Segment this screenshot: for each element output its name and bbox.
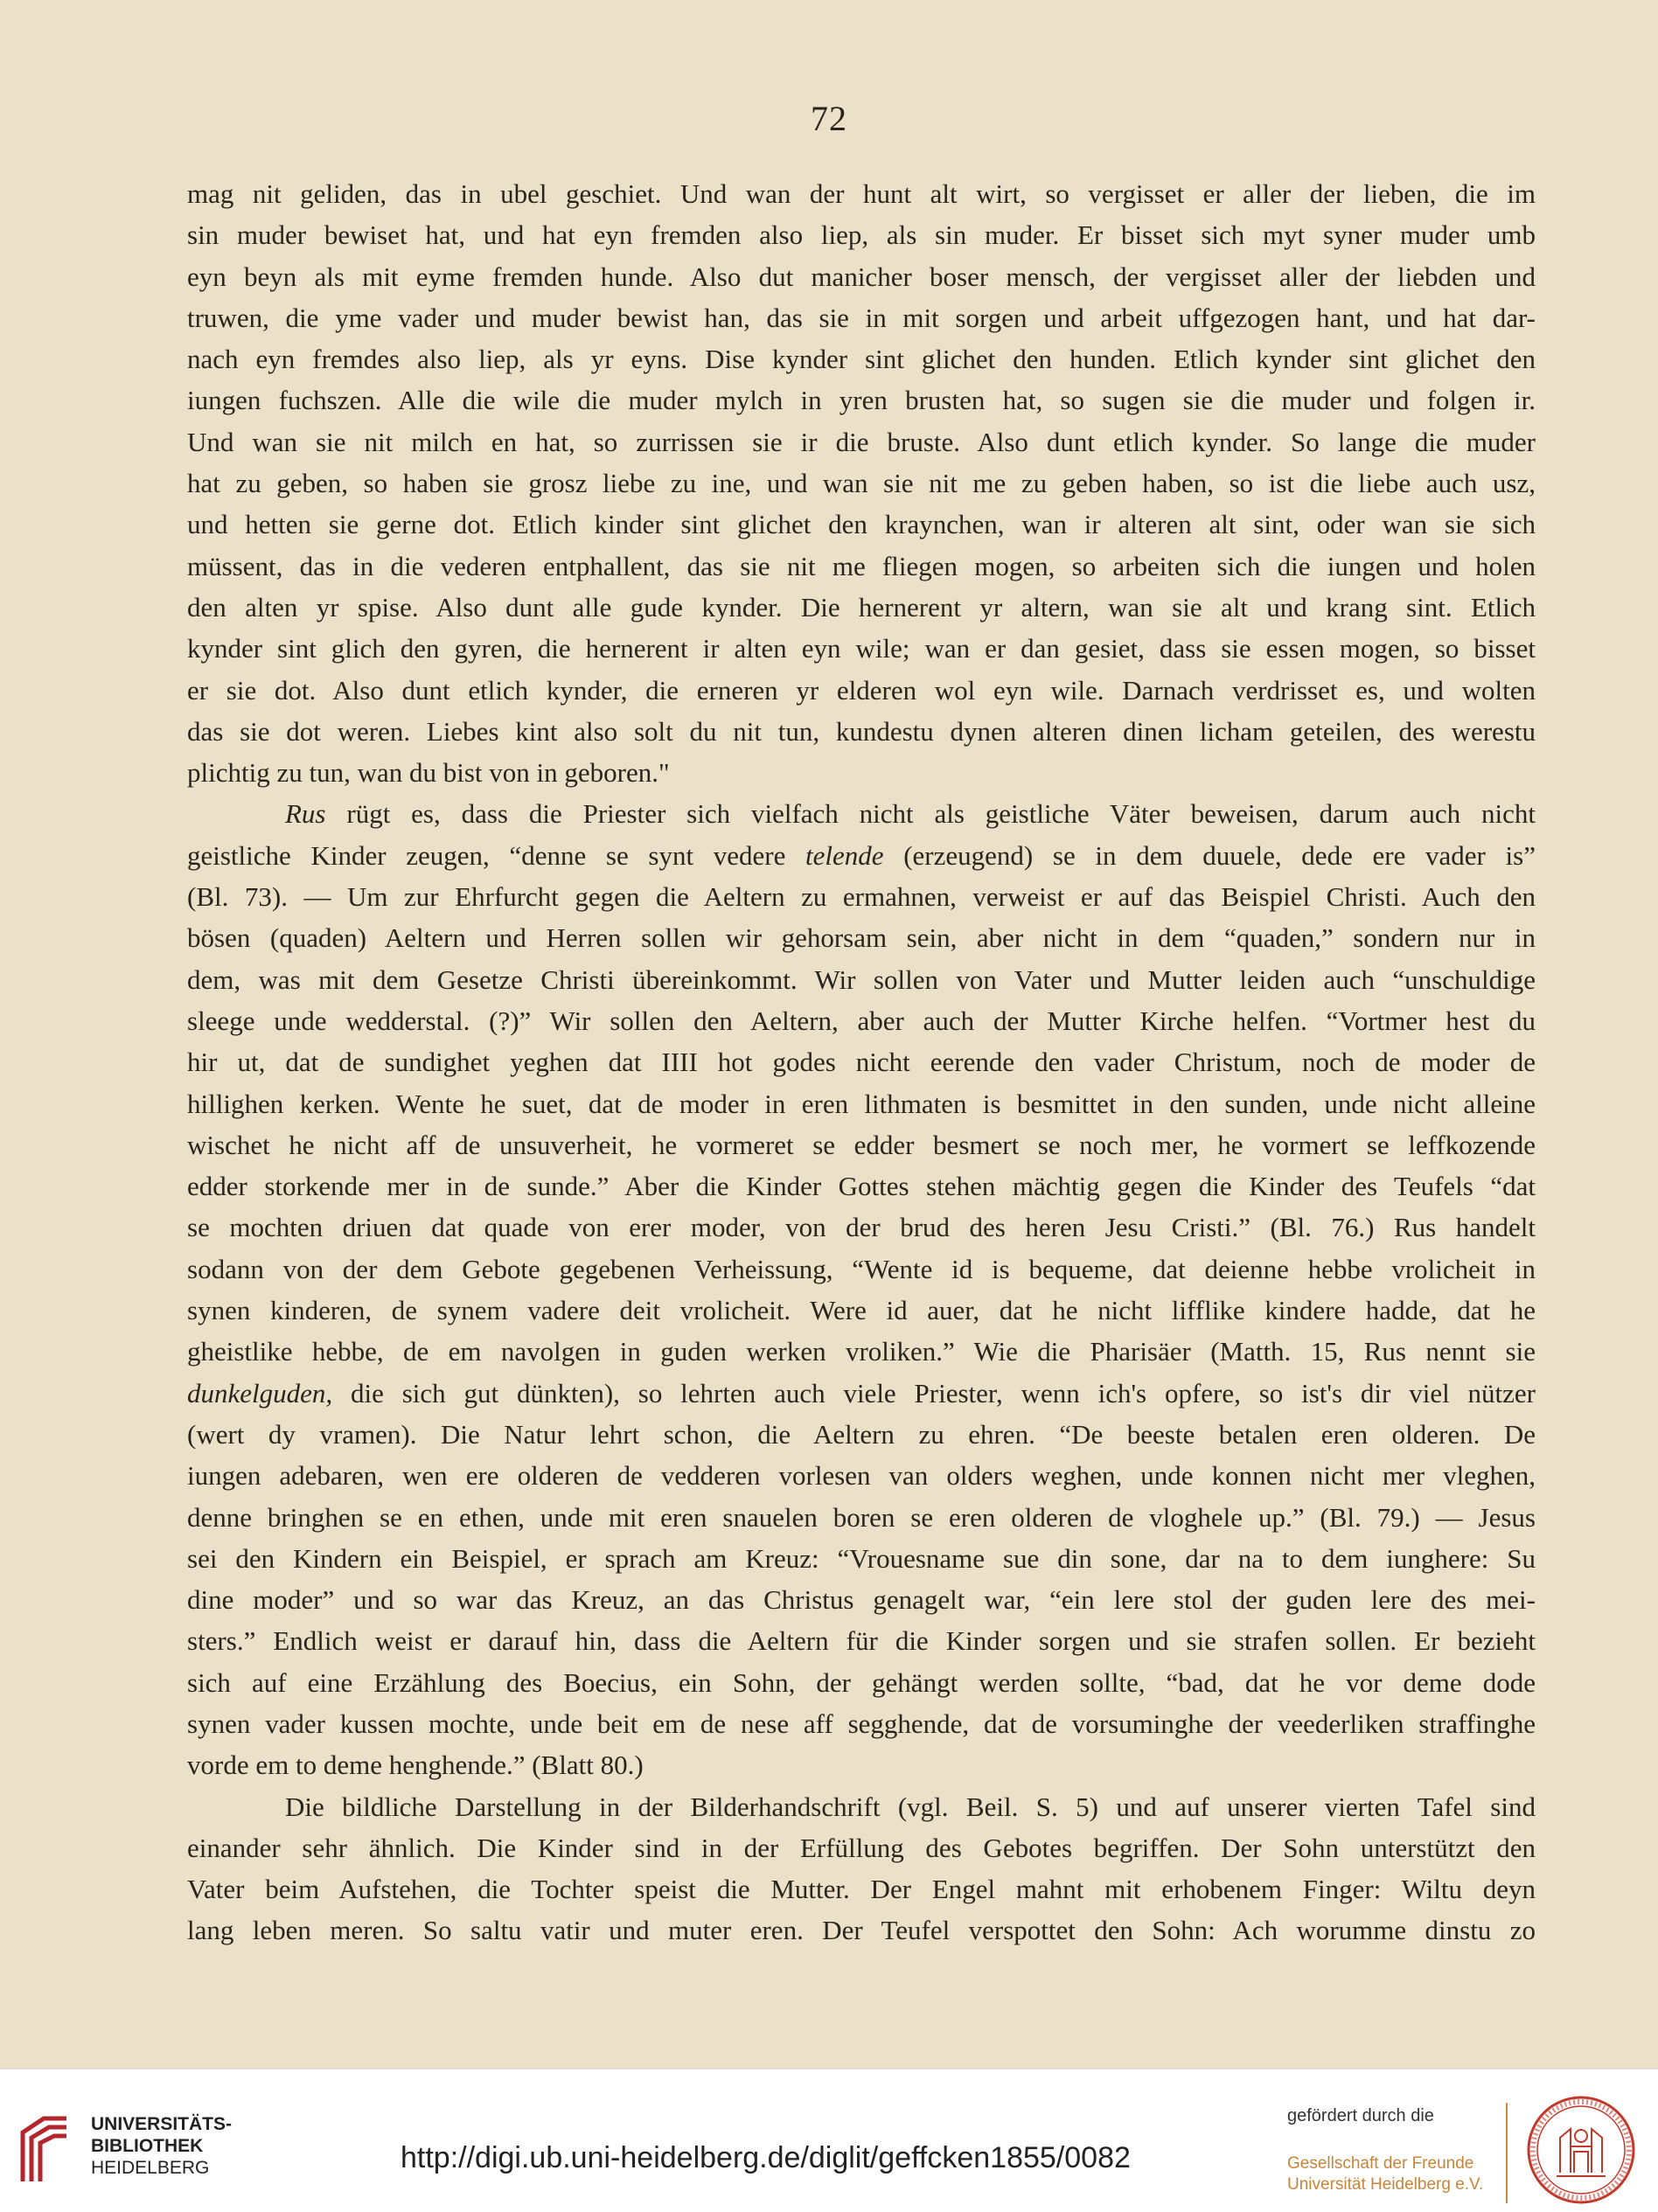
text-segment: sters.” Endlich weist er darauf hin, dass die Aeltern für die Kinder sorgen und sie strafen sollen. Er bezieht	[187, 1625, 1536, 1657]
text-segment: nach eyn fremdes also liep, als yr eyns. Dise kynder sint glichet den hunden. Etlich kynder sint glichet den	[187, 344, 1536, 375]
text-segment: lang leben meren. So saltu vatir und muter eren. Der Teufel verspottet den Sohn: Ach worumme dinstu zo	[187, 1915, 1536, 1946]
text-segment: kynder sint glich den gyren, die hernerent ir alten eyn wile; wan er dan gesiet, dass sie essen mogen, so bisset	[187, 633, 1536, 664]
text-segment: hir ut, dat de sundighet yeghen dat IIII hot godes nicht eerende den vader Christum, noch de moder de	[187, 1047, 1536, 1078]
text-line	[187, 1744, 1536, 1785]
emphasized-text: Rus	[285, 798, 326, 830]
university-seal-icon	[1525, 2094, 1637, 2206]
text-segment: sei den Kindern ein Beispiel, er sprach am Kreuz: “Vrouesname sue din sone, dar na to dem iunghere: Su	[187, 1542, 1536, 1574]
text-line	[187, 959, 1536, 1000]
text-line	[187, 587, 1536, 628]
text-segment: gheistlike hebbe, de em navolgen in guden werken vroliken.” Wie die Pharisäer (Matth. 15, Rus nennt sie	[187, 1336, 1536, 1367]
text-line	[187, 297, 1536, 338]
text-line	[187, 1414, 1536, 1455]
text-line	[187, 338, 1536, 379]
text-line	[187, 1455, 1536, 1496]
text-line	[187, 835, 1536, 876]
text-line	[187, 214, 1536, 255]
text-segment: plichtig zu tun, wan du bist von in geboren."	[187, 757, 670, 789]
text-segment: (Bl. 73). — Um zur Ehrfurcht gegen die Aeltern zu ermahnen, verweist er auf das Beispiel Christi. Auch den	[187, 881, 1536, 913]
text-line	[187, 1207, 1536, 1248]
text-line	[187, 546, 1536, 587]
text-line	[187, 1620, 1536, 1661]
text-line	[187, 1331, 1536, 1372]
text-line	[187, 256, 1536, 297]
sponsor-name-line1: Gesellschaft der Freunde	[1287, 2154, 1474, 2173]
text-line	[187, 670, 1536, 711]
text-segment: (erzeugend) se in dem duuele, dede ere vader is”	[883, 839, 1536, 871]
text-line	[187, 1124, 1536, 1165]
text-segment: dine moder” und so war das Kreuz, an das Christus genagelt war, “ein lere stol der guden lere des mei-	[187, 1584, 1536, 1616]
text-segment: mag nit geliden, das in ubel geschiet. Und wan der hunt alt wirt, so vergisset er aller der lieben, die im	[187, 178, 1536, 209]
text-segment: bösen (quaden) Aeltern und Herren sollen wir gehorsam sein, aber nicht in dem “quaden,” sondern nur in	[187, 922, 1536, 954]
text-segment: vorde em to deme henghende.” (Blatt 80.)	[187, 1749, 644, 1781]
text-line	[187, 1041, 1536, 1082]
text-segment: er sie dot. Also dunt etlich kynder, die erneren yr elderen wol eyn wile. Darnach verdrisset es, und wolten	[187, 674, 1536, 706]
text-segment: denne bringhen se en ethen, unde mit eren snauelen boren se eren olderen de vloghele up.” (Bl. 79.) — Jesus	[187, 1501, 1536, 1533]
text-segment: einander sehr ähnlich. Die Kinder sind in der Erfüllung des Gebotes begriffen. Der Sohn unterstützt den	[187, 1832, 1536, 1863]
text-line	[187, 1579, 1536, 1620]
emphasized-text: telende	[805, 839, 884, 871]
text-line	[187, 711, 1536, 752]
text-segment: Und wan sie nit milch en hat, so zurrissen sie ir die bruste. Also dunt etlich kynder. So lange die muder	[187, 426, 1536, 457]
text-segment: (wert dy vramen). Die Natur lehrt schon, die Aeltern zu ehren. “De beeste betalen eren olderen. De	[187, 1418, 1536, 1450]
text-line	[187, 1538, 1536, 1579]
text-line	[187, 1703, 1536, 1744]
sponsor-divider	[1506, 2103, 1508, 2203]
text-line	[187, 1290, 1536, 1331]
library-name-line1: UNIVERSITÄTS-	[91, 2114, 233, 2134]
library-name[interactable]	[91, 2113, 232, 2179]
text-segment: sich auf eine Erzählung des Boecius, ein Sohn, der gehängt werden sollte, “bad, dat he vor deme dode	[187, 1666, 1536, 1698]
text-line	[187, 1662, 1536, 1703]
text-segment: das sie dot weren. Liebes kint also solt du nit tun, kundestu dynen alteren dinen licham geteilen, des werestu	[187, 715, 1536, 747]
ub-heidelberg-logo-icon[interactable]	[17, 2113, 72, 2187]
library-name-line2: BIBLIOTHEK	[91, 2136, 204, 2156]
text-segment: se mochten driuen dat quade von erer moder, von der brud des heren Jesu Cristi.” (Bl. 76.) Rus handelt	[187, 1212, 1536, 1243]
text-line	[187, 1249, 1536, 1290]
text-segment: iungen fuchszen. Alle die wile die muder mylch in yren brusten hat, so sugen sie die muder und folgen ir.	[187, 385, 1536, 416]
text-segment: eyn beyn als mit eyme fremden hunde. Also dut manicher boser mensch, der vergisset aller der liebden und	[187, 261, 1536, 292]
text-line	[187, 1786, 1536, 1827]
text-line	[187, 379, 1536, 421]
text-line	[187, 1083, 1536, 1124]
text-segment: geistliche Kinder zeugen, “denne se synt vedere	[187, 839, 806, 871]
text-segment: iungen adebaren, wen ere olderen de vedderen vorlesen van olders weghen, unde konnen nicht mer vleghen,	[187, 1460, 1536, 1492]
text-line	[187, 1827, 1536, 1868]
text-line	[187, 1373, 1536, 1414]
text-line	[187, 752, 1536, 793]
text-segment: dem, was mit dem Gesetze Christi übereinkommt. Wir sollen von Vater und Mutter leiden auch “unschuldige	[187, 963, 1536, 995]
permalink-url[interactable]: http://digi.ub.uni-heidelberg.de/diglit/geffcken1855/0082	[401, 2141, 1131, 2174]
text-line	[187, 793, 1536, 834]
text-line	[187, 1909, 1536, 1951]
text-segment: Die bildliche Darstellung in der Bilderhandschrift (vgl. Beil. S. 5) und auf unserer vierten Tafel sind	[285, 1791, 1536, 1822]
text-line	[187, 1868, 1536, 1909]
text-segment: sodann von der dem Gebote gegebenen Verheissung, “Wente id is bequeme, dat deienne hebbe vrolicheit in	[187, 1253, 1536, 1284]
text-segment: synen kinderen, de synem vadere deit vrolicheit. Were id auer, dat he nicht lifflike kindere hadde, dat he	[187, 1295, 1536, 1326]
text-segment: truwen, die yme vader und muder bewist han, das sie in mit sorgen und arbeit uffgezogen hant, und hat dar-	[187, 302, 1536, 333]
text-segment: edder storkende mer in de sunde.” Aber die Kinder Gottes stehen mächtig gegen die Kinder des Teufels “dat	[187, 1171, 1536, 1202]
text-segment: synen vader kussen mochte, unde beit em de nese aff segghende, dat de vorsuminghe der veederliken straffinghe	[187, 1708, 1536, 1739]
sponsor-name-line2: Universität Heidelberg e.V.	[1287, 2175, 1484, 2194]
text-line	[187, 173, 1536, 214]
text-line	[187, 421, 1536, 463]
sponsor-label: gefördert durch die	[1287, 2106, 1434, 2125]
text-line	[187, 1497, 1536, 1538]
text-line	[187, 917, 1536, 958]
text-segment: sleege unde wedderstal. (?)” Wir sollen den Aeltern, aber auch der Mutter Kirche helfen. “Vortmer hest du	[187, 1005, 1536, 1036]
text-segment: Vater beim Aufstehen, die Tochter speist die Mutter. Der Engel mahnt mit erhobenem Finger: Wiltu deyn	[187, 1874, 1536, 1905]
footer-bar	[0, 2069, 1658, 2212]
sponsor-name[interactable]	[1287, 2153, 1483, 2195]
text-line	[187, 876, 1536, 917]
text-segment: sin muder bewiset hat, und hat eyn fremden also liep, als sin muder. Er bisset sich myt syner muder umb	[187, 219, 1536, 251]
text-segment: hat zu geben, so haben sie grosz liebe zu ine, und wan sie nit me zu geben haben, so ist die liebe auch usz,	[187, 468, 1536, 499]
text-line	[187, 1165, 1536, 1207]
text-segment: die sich gut dünkten), so lehrten auch viele Priester, wenn ich's opfere, so ist's dir viel nützer	[332, 1377, 1536, 1409]
text-segment: rügt es, dass die Priester sich vielfach nicht als geistliche Väter beweisen, darum auch nicht	[325, 798, 1536, 830]
text-line	[187, 628, 1536, 669]
library-name-line3: HEIDELBERG	[91, 2158, 210, 2178]
emphasized-text: dunkelguden,	[187, 1377, 333, 1409]
text-line	[187, 1000, 1536, 1041]
text-line	[187, 463, 1536, 504]
body-text	[187, 173, 1536, 1951]
text-segment: hillighen kerken. Wente he suet, dat de moder in eren lithmaten is besmittet in den sunden, unde nicht alleine	[187, 1088, 1536, 1119]
text-segment: müssent, das in die vederen entphallent, das sie nit me fliegen mogen, so arbeiten sich die iungen und holen	[187, 550, 1536, 581]
text-segment: und hetten sie gerne dot. Etlich kinder sint glichet den kraynchen, wan ir alteren alt sint, oder wan sie sich	[187, 509, 1536, 540]
text-line	[187, 504, 1536, 545]
text-segment: wischet he nicht aff de unsuverheit, he vormeret se edder besmert se noch mer, he vormert se leffkozende	[187, 1129, 1536, 1160]
text-segment: den alten yr spise. Also dunt alle gude kynder. Die hernerent yr altern, wan sie alt und krang sint. Etlich	[187, 591, 1536, 623]
page-number: 72	[811, 99, 847, 138]
